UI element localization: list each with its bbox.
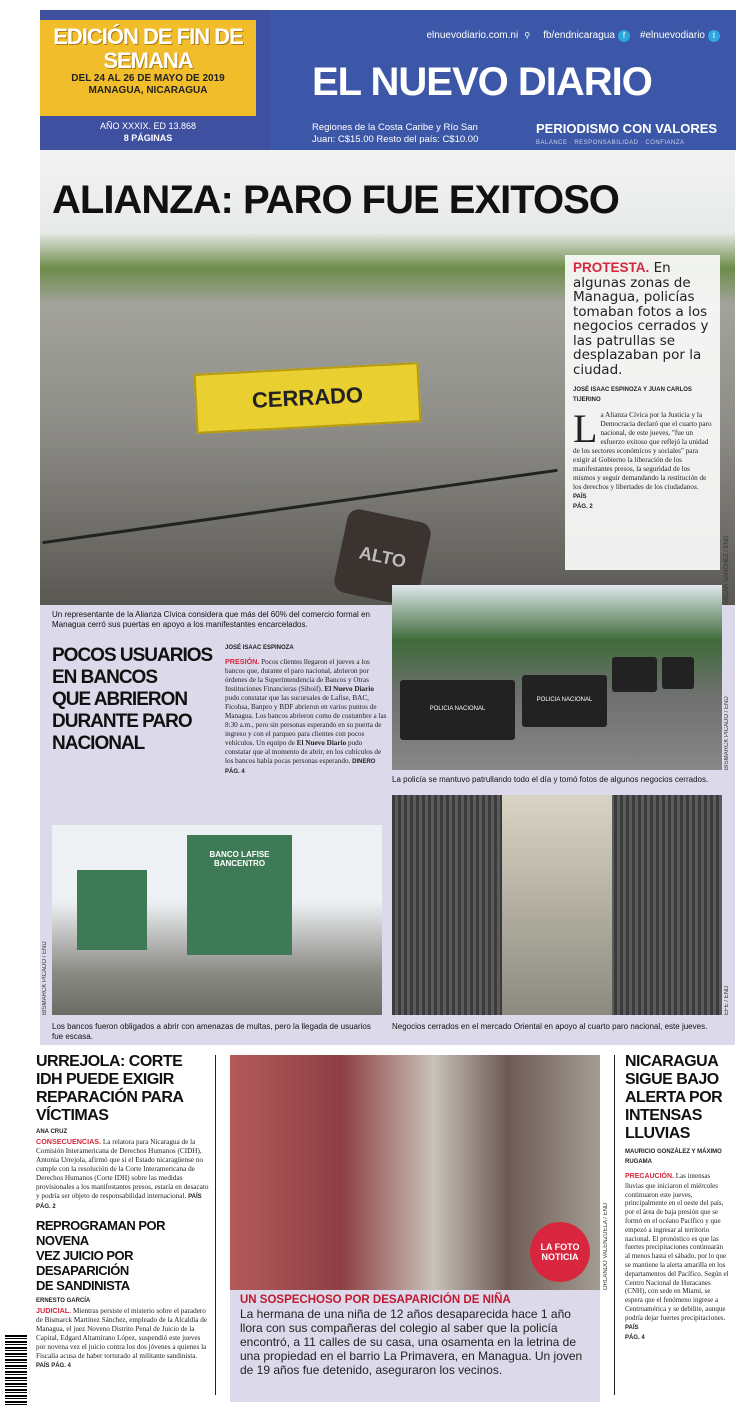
banks-story bbox=[225, 643, 387, 777]
twitter-link[interactable]: #elnuevodiario t bbox=[640, 30, 720, 42]
closed-market-photo bbox=[392, 795, 722, 1015]
location-pin-icon: ⚲ bbox=[524, 31, 531, 40]
lead-byline: JOSÉ ISAAC ESPINOZA Y JUAN CARLOS TIJERINO bbox=[573, 387, 692, 403]
cerrado-barrier-sign: CERRADO bbox=[194, 362, 422, 434]
urrejola-page-ref[interactable]: PAÍS PÁG. 2 bbox=[36, 1194, 202, 1210]
lead-photo-credit: OSCAR SÁNCHEZ / END bbox=[724, 535, 730, 605]
facebook-link[interactable]: fb/endnicaragua f bbox=[543, 30, 630, 42]
column-divider bbox=[215, 1055, 216, 1395]
lead-story-box bbox=[565, 255, 720, 570]
police-photo-credit: BISMARCK PICADO / END bbox=[724, 696, 730, 770]
bank-building: BANCO LAFISE BANCENTRO bbox=[187, 835, 292, 955]
banks-byline: JOSÉ ISAAC ESPINOZA bbox=[225, 645, 294, 651]
lead-page-ref[interactable]: PÁG. 2 bbox=[573, 504, 593, 510]
lluvias-story: NICARAGUA SIGUE BAJO ALERTA POR INTENSAS LLUVIAS MAURICIO GONZÁLEZ Y MÁXIMO RUGAMA PRECAUCIÓN. Las intensas lluvias que iniciaron el miércoles continuaron este jueves, principalmente en el oeste del país, por el área de baja presión que se formó en el océano Pacífico y que empezó a ingresar al territorio nacional. El pronóstico es que las fuertes precipitaciones continuarán al menos hasta el sábado, por lo que se mantiene la alerta amarilla en los departamentos del Pacífico. Según el Centro Nacional de Huracanes (CNH), con sede en Miami, se espera que el fenómeno ingrese a Centroamérica y se debilite, aunque podría dejar fuertes precipitaciones. PAÍS PÁG. 4 bbox=[625, 1053, 729, 1341]
left-column bbox=[36, 1053, 210, 1371]
twitter-icon: t bbox=[708, 30, 720, 42]
juicio-story: REPROGRAMAN POR NOVENA VEZ JUICIO POR DESAPARICIÓN DE SANDINISTA ERNESTO GARCÍA JUDICIAL. Mientras persiste el misterio sobre el paradero de Bismarck Martínez Sánchez, empleado de la Alcaldía de Managua, el juez Noveno Distrito Penal de Juicio de la Capital, Edgard Altamirano López, suspendió este jueves por novena vez el juicio contra los dos jóvenes a quienes la Fiscalía acusa de haber torturado al militante sandinista. PAÍS PÁG. 4 bbox=[36, 1218, 210, 1371]
edition-title: EDICIÓN DE FIN DE SEMANA bbox=[53, 24, 243, 73]
slogan: PERIODISMO CON VALORES BALANCE · RESPONSABILIDAD · CONFIANZA bbox=[536, 121, 718, 146]
foto-noticia-credit: ORLANDO VALENZUELA / END bbox=[603, 1202, 609, 1290]
lluvias-byline: MAURICIO GONZÁLEZ Y MÁXIMO RUGAMA bbox=[625, 1149, 722, 1165]
lluvias-body: PRECAUCIÓN. Las intensas lluvias que iniciaron el miércoles continuaron este jueves, principalmente en el oeste del país, por el área de baja presión que se formó en el océano Pacífico y que empezó a ingresar al territorio nacional. El pronóstico es que las fuertes precipitaciones continuarán al menos hasta el sábado, por lo que se mantiene la alerta amarilla en los departamentos del Pacífico. Según el Centro Nacional de Huracanes (CNH), con sede en Miami, se espera que el fenómeno ingrese a Centroamérica y se debilite, aunque podría dejar fuertes precipitaciones. bbox=[625, 1172, 729, 1322]
lead-body: La Alianza Cívica por la Justicia y la Democracia declaró que el cuarto paro nacional, de este jueves, "fue un esfuerzo exitoso que reflejó la unidad de los sectores económicos y sociales" para exigir al Gobierno la liberación de los manifestantes presos, la seguridad de los mismos y seguir demandando la restitución de los derechos y libertades de los ciudadanos. bbox=[573, 406, 712, 491]
foto-noticia-body: La hermana de una niña de 12 años desaparecida hace 1 año llora con sus compañeras del colegio al saber que la policía encontró, a 11 calles de su casa, una osamenta en la letrina de una propiedad en el barrio La Primavera, en Managua. Un joven de 19 años fue detenido, aseguraron los vecinos. bbox=[240, 1307, 583, 1377]
page-count: 8 PÁGINAS bbox=[123, 133, 173, 143]
market-photo-caption: Negocios cerrados en el mercado Oriental en apoyo al cuarto paro nacional, este jueves. bbox=[392, 1022, 708, 1031]
lead-summary: PROTESTA. En algunas zonas de Managua, policías tomaban fotos a los negocios cerrados y las patrullas se desplazaban por la ciudad. bbox=[573, 260, 709, 378]
barcode bbox=[5, 1335, 27, 1407]
foto-noticia-badge: LA FOTO NOTICIA bbox=[530, 1222, 590, 1282]
facebook-icon: f bbox=[618, 30, 630, 42]
issue-number: AÑO XXXIX. ED 13.868 bbox=[99, 121, 197, 131]
foto-noticia-text bbox=[230, 1290, 600, 1402]
foto-noticia-headline: UN SOSPECHOSO POR DESAPARICIÓN DE NIÑA bbox=[240, 1294, 511, 1306]
banks-body: PRESIÓN. Pocos clientes llegaron el jueves a los bancos que, durante el paro nacional, abrieron por órdenes de la Superintendencia de Bancos y Otras Instituciones Financieras (Siboif). El Nuevo Diario pudo constatar que las sucursales de Lafise, BAC, Ficohsa, Banpro y BDF abrieron en varios puntos de Managua. Los bancos abrieron como de costumbre a las 8:30 a.m., pero sin personas esperando en su puerta de ingreso y con el parqueo para clientes con pocos vehículos. Un equipo de El Nuevo Diario pudo constatar que al momento de abrir, en los cubículos de los bancos había pocas personas esperando. DINERO PÁG. 4 bbox=[225, 657, 387, 775]
urrejola-story: URREJOLA: CORTE IDH PUEDE EXIGIR REPARACIÓN PARA VÍCTIMAS ANA CRUZ CONSECUENCIAS. La relatora para Nicaragua de la Comisión Interamericana de Derechos Humanos (CIDH), Antonia Urrejola, afirmó que si el Estado nicaragüense no cumple con la resolución de la Corte Interamericana de Derechos Humanos (Corte IDH) sobre las medidas provisionales a los manifestantes presos, estaría en desacato y podría ser objeto de responsabilidad internacional. PAÍS PÁG. 2 bbox=[36, 1053, 209, 1210]
edition-box bbox=[40, 20, 256, 116]
bank-annex bbox=[77, 870, 147, 950]
price-info: Regiones de la Costa Caribe y Río San Juan: C$15.00 Resto del país: C$10.00 bbox=[312, 122, 479, 145]
edition-date: DEL 24 AL 26 DE MAYO DE 2019 bbox=[71, 73, 225, 84]
market-photo-credit: EFE / END bbox=[724, 985, 730, 1015]
juicio-body: JUDICIAL. Mientras persiste el misterio sobre el paradero de Bismarck Martínez Sánchez, empleado de la Alcaldía de Managua, el juez Noveno Distrito Penal de Juicio de la Capital, Edgard Altamirano López, suspendió este jueves por novena vez el juicio contra los dos jóvenes a quienes la Fiscalía acusa de haber torturado al militante sandinista. bbox=[36, 1306, 208, 1360]
bank-lafise-photo bbox=[52, 825, 382, 1015]
urrejola-body: CONSECUENCIAS. La relatora para Nicaragua de la Comisión Interamericana de Derechos Humanos (CIDH), Antonia Urrejola, afirmó que si el Estado nicaragüense no cumple con la resolución de la Corte Interamericana de Derechos Humanos (Corte IDH) sobre las medidas provisionales a los manifestantes presos, estaría en desacato y podría ser objeto de responsabilidad internacional. PAÍS PÁG. 2 bbox=[36, 1137, 209, 1210]
police-photo-caption: La policía se mantuvo patrullando todo el día y tomó fotos de algunos negocios cerrados. bbox=[392, 775, 709, 784]
police-truck bbox=[612, 657, 657, 692]
issue-info bbox=[40, 120, 256, 144]
police-patrol-photo bbox=[392, 585, 722, 770]
police-truck bbox=[662, 657, 694, 689]
edition-location: MANAGUA, NICARAGUA bbox=[88, 85, 208, 96]
lead-section-ref[interactable]: PAÍS bbox=[573, 494, 587, 500]
lead-photo-caption: Un representante de la Alianza Cívica considera que más del 60% del comercio formal en Managua cerró sus puertas en apoyo a los manifestantes encarcelados. bbox=[52, 610, 370, 629]
police-truck: POLICIA NACIONAL bbox=[522, 675, 607, 727]
urrejola-byline: ANA CRUZ bbox=[36, 1129, 68, 1135]
banks-page-ref[interactable]: DINERO PÁG. 4 bbox=[225, 759, 376, 775]
juicio-byline: ERNESTO GARCÍA bbox=[36, 1298, 91, 1304]
newspaper-logo: EL NUEVO DIARIO bbox=[312, 60, 652, 104]
police-truck: POLICIA NACIONAL bbox=[400, 680, 515, 740]
column-divider bbox=[614, 1055, 615, 1395]
bank-photo-caption: Los bancos fueron obligados a abrir con amenazas de multas, pero la llegada de usuarios fue escasa. bbox=[52, 1022, 371, 1041]
banks-headline: POCOS USUARIOS EN BANCOS QUE ABRIERON DURANTE PARO NACIONAL bbox=[52, 645, 213, 754]
lluvias-page-ref[interactable]: PÁG. 4 bbox=[625, 1334, 645, 1341]
website-link[interactable]: elnuevodiario.com.ni ⚲ bbox=[426, 30, 533, 42]
alto-sign: ALTO bbox=[332, 507, 433, 608]
bank-photo-credit: BISMARCK PICADO / END bbox=[42, 941, 48, 1015]
lluvias-section-ref[interactable]: PAÍS bbox=[625, 1324, 639, 1331]
social-links bbox=[340, 30, 720, 42]
juicio-page-ref[interactable]: PAÍS PÁG. 4 bbox=[36, 1363, 71, 1369]
lead-headline: ALIANZA: PARO FUE EXITOSO bbox=[52, 178, 619, 222]
